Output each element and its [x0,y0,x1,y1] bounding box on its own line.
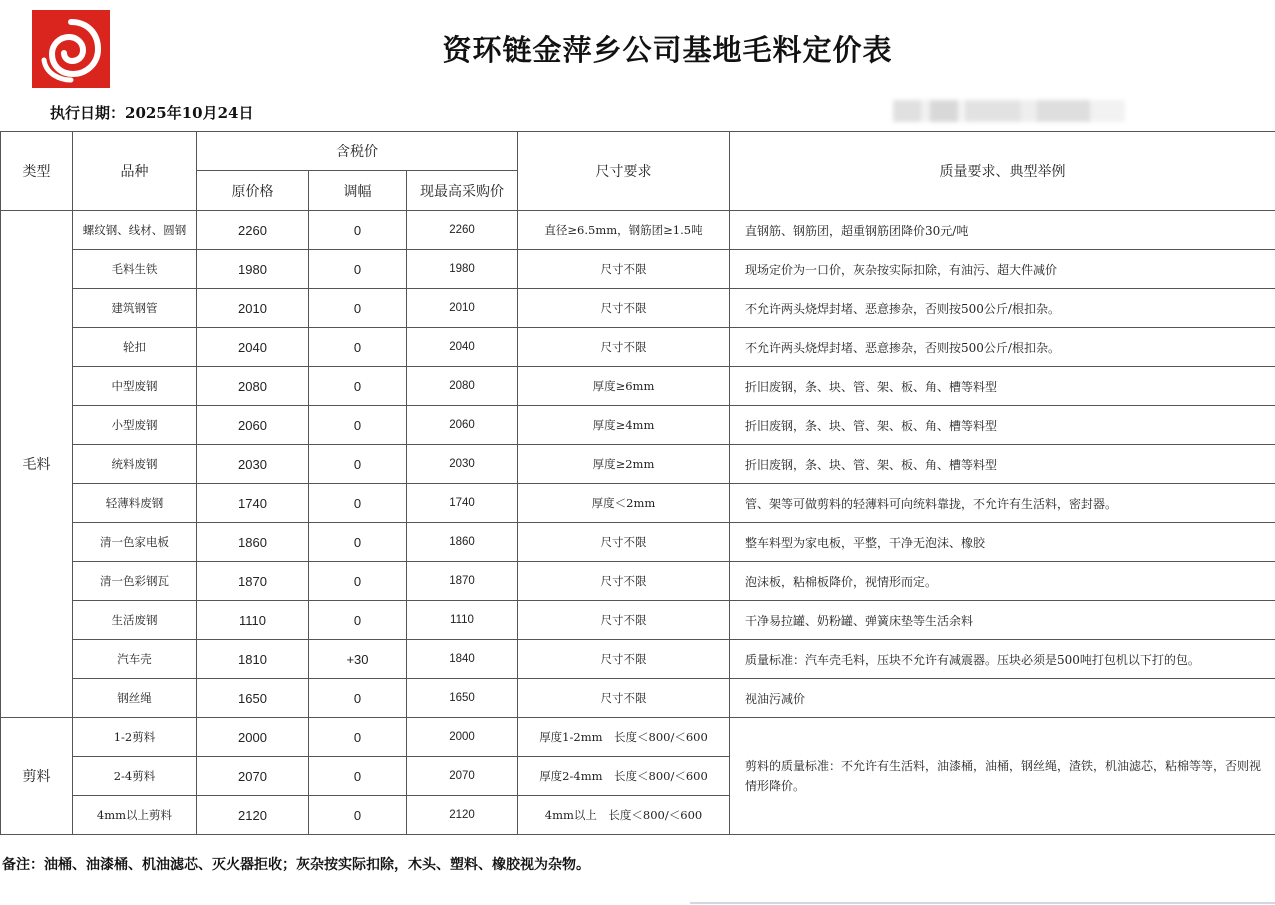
quality-cell: 管、架等可做剪料的轻薄料可向统料靠拢，不允许有生活料，密封器。 [730,484,1275,523]
variety-cell: 2-4剪料 [73,757,197,796]
variety-cell: 螺纹钢、线材、圆钢 [73,211,197,250]
table-row [1,211,1275,250]
adjustment-cell: 0 [309,523,407,562]
header-quality: 质量要求、典型举例 [730,132,1275,211]
table-row [1,562,1275,601]
adjustment-cell: 0 [309,250,407,289]
size-cell: 尺寸不限 [518,250,730,289]
original-price-cell: 2030 [197,445,309,484]
category-cell: 毛料 [1,211,73,718]
size-cell: 尺寸不限 [518,523,730,562]
adjustment-cell: 0 [309,367,407,406]
original-price-cell: 1870 [197,562,309,601]
current-price-cell: 2040 [407,328,518,367]
adjustment-cell: 0 [309,718,407,757]
table-row [1,289,1275,328]
size-cell: 4mm以上 长度＜800/＜600 [518,796,730,835]
adjustment-cell: 0 [309,406,407,445]
quality-cell: 干净易拉罐、奶粉罐、弹簧床垫等生活余料 [730,601,1275,640]
current-price-cell: 1650 [407,679,518,718]
original-price-cell: 2040 [197,328,309,367]
price-table-body [1,211,1275,835]
header-adjustment: 调幅 [309,171,407,211]
original-price-cell: 2120 [197,796,309,835]
quality-cell: 折旧废钢，条、块、管、架、板、角、槽等料型 [730,445,1275,484]
size-cell: 尺寸不限 [518,289,730,328]
original-price-cell: 1110 [197,601,309,640]
table-row [1,367,1275,406]
original-price-cell: 2060 [197,406,309,445]
adjustment-cell: 0 [309,328,407,367]
original-price-cell: 2260 [197,211,309,250]
size-cell: 尺寸不限 [518,640,730,679]
table-row [1,718,1275,757]
current-price-cell: 1110 [407,601,518,640]
current-price-cell: 2000 [407,718,518,757]
header-original-price: 原价格 [197,171,309,211]
variety-cell: 4mm以上剪料 [73,796,197,835]
original-price-cell: 2010 [197,289,309,328]
adjustment-cell: 0 [309,796,407,835]
size-cell: 厚度≥6mm [518,367,730,406]
redacted-info [893,100,1125,122]
variety-cell: 生活废钢 [73,601,197,640]
size-cell: 厚度＜2mm [518,484,730,523]
variety-cell: 钢丝绳 [73,679,197,718]
table-row [1,406,1275,445]
page-title: 资环链金萍乡公司基地毛料定价表 [442,33,893,67]
table-row [1,250,1275,289]
adjustment-cell: 0 [309,679,407,718]
current-price-cell: 2010 [407,289,518,328]
table-row [1,640,1275,679]
adjustment-cell: 0 [309,601,407,640]
size-cell: 尺寸不限 [518,328,730,367]
current-price-cell: 1980 [407,250,518,289]
current-price-cell: 2120 [407,796,518,835]
price-table [0,131,1275,835]
header-current-max: 现最高采购价 [407,171,518,211]
adjustment-cell: 0 [309,562,407,601]
quality-cell: 直钢筋、钢筋团，超重钢筋团降价30元/吨 [730,211,1275,250]
adjustment-cell: 0 [309,211,407,250]
original-price-cell: 2080 [197,367,309,406]
current-price-cell: 2060 [407,406,518,445]
quality-cell: 不允许两头烧焊封堵、恶意掺杂，否则按500公斤/根扣杂。 [730,289,1275,328]
original-price-cell: 1650 [197,679,309,718]
current-price-cell: 2070 [407,757,518,796]
adjustment-cell: 0 [309,757,407,796]
table-row [1,445,1275,484]
variety-cell: 小型废钢 [73,406,197,445]
quality-cell: 视油污减价 [730,679,1275,718]
header-type: 类型 [1,132,73,211]
size-cell: 厚度≥2mm [518,445,730,484]
size-cell: 厚度1-2mm 长度＜800/＜600 [518,718,730,757]
size-cell: 尺寸不限 [518,679,730,718]
size-cell: 尺寸不限 [518,601,730,640]
adjustment-cell: +30 [309,640,407,679]
original-price-cell: 1740 [197,484,309,523]
current-price-cell: 2080 [407,367,518,406]
table-row [1,328,1275,367]
header-variety: 品种 [73,132,197,211]
quality-cell: 不允许两头烧焊封堵、恶意掺杂，否则按500公斤/根扣杂。 [730,328,1275,367]
current-price-cell: 1870 [407,562,518,601]
header-tax-included: 含税价 [197,132,518,171]
original-price-cell: 2000 [197,718,309,757]
current-price-cell: 1840 [407,640,518,679]
current-price-cell: 1860 [407,523,518,562]
adjustment-cell: 0 [309,289,407,328]
quality-cell: 折旧废钢，条、块、管、架、板、角、槽等料型 [730,367,1275,406]
variety-cell: 建筑钢管 [73,289,197,328]
variety-cell: 统料废钢 [73,445,197,484]
quality-cell: 折旧废钢，条、块、管、架、板、角、槽等料型 [730,406,1275,445]
quality-cell: 质量标准：汽车壳毛料，压块不允许有减震器。压块必须是500吨打包机以下打的包。 [730,640,1275,679]
size-cell: 厚度2-4mm 长度＜800/＜600 [518,757,730,796]
page-header [0,0,1275,92]
header-size: 尺寸要求 [518,132,730,211]
original-price-cell: 2070 [197,757,309,796]
execution-date: 执行日期：2025年10月24日 [50,104,254,122]
variety-cell: 清一色彩钢瓦 [73,562,197,601]
adjustment-cell: 0 [309,484,407,523]
table-row [1,523,1275,562]
variety-cell: 轮扣 [73,328,197,367]
variety-cell: 毛料生铁 [73,250,197,289]
variety-cell: 轻薄料废钢 [73,484,197,523]
category-cell: 剪料 [1,718,73,835]
current-price-cell: 2030 [407,445,518,484]
quality-cell: 剪料的质量标准：不允许有生活料，油漆桶，油桶，钢丝绳，渣铁，机油滤芯，粘棉等等，否则视情形降价。 [730,718,1275,835]
variety-cell: 清一色家电板 [73,523,197,562]
bottom-divider [690,902,1275,904]
size-cell: 厚度≥4mm [518,406,730,445]
remark-note: 备注：油桶、油漆桶、机油滤芯、灭火器拒收；灰杂按实际扣除，木头、塑料、橡胶视为杂物。 [2,857,590,873]
quality-cell: 现场定价为一口价，灰杂按实际扣除，有油污、超大件减价 [730,250,1275,289]
size-cell: 尺寸不限 [518,562,730,601]
quality-cell: 泡沫板，粘棉板降价，视情形而定。 [730,562,1275,601]
size-cell: 直径≥6.5mm，钢筋团≥1.5吨 [518,211,730,250]
current-price-cell: 1740 [407,484,518,523]
table-row [1,484,1275,523]
original-price-cell: 1980 [197,250,309,289]
variety-cell: 中型废钢 [73,367,197,406]
table-row [1,601,1275,640]
table-row [1,679,1275,718]
current-price-cell: 2260 [407,211,518,250]
quality-cell: 整车料型为家电板，平整，干净无泡沫、橡胶 [730,523,1275,562]
variety-cell: 汽车壳 [73,640,197,679]
adjustment-cell: 0 [309,445,407,484]
original-price-cell: 1860 [197,523,309,562]
variety-cell: 1-2剪料 [73,718,197,757]
original-price-cell: 1810 [197,640,309,679]
